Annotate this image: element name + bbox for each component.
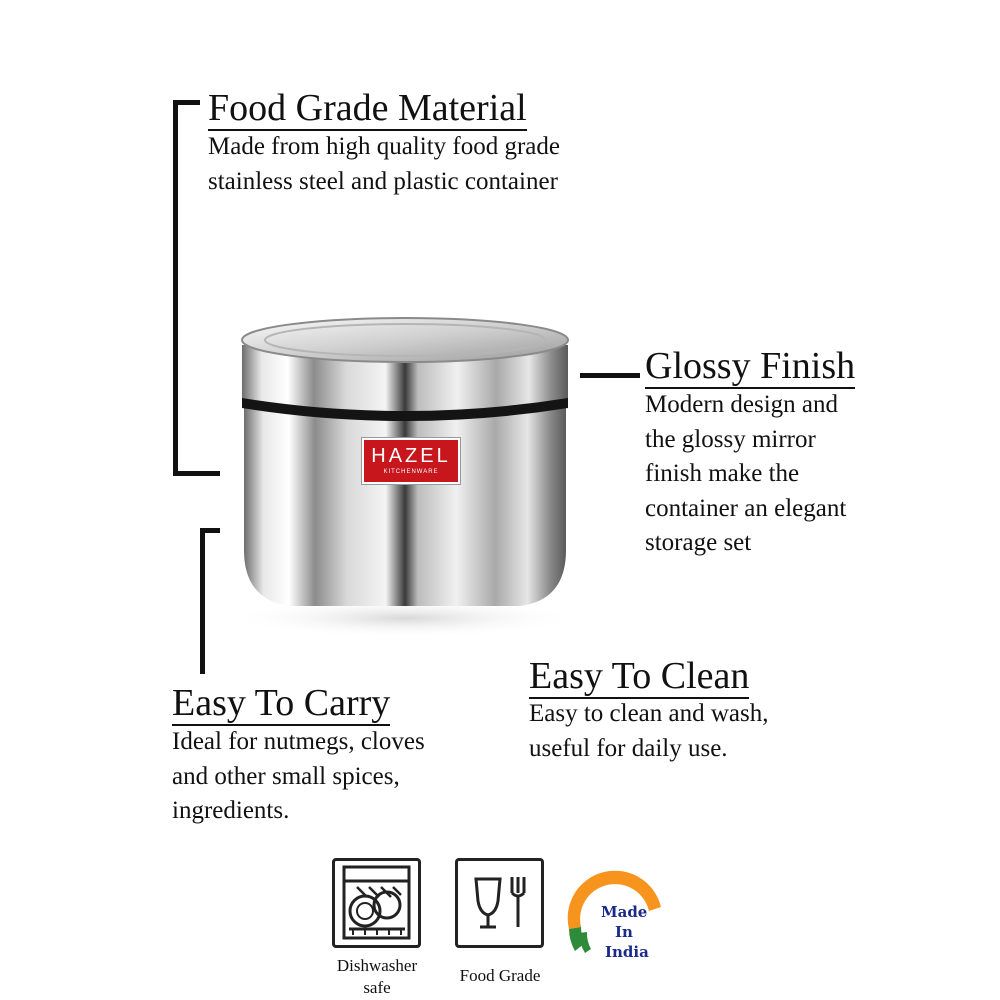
feature-title-carry: Easy To Carry [172,682,391,724]
glass-fork-icon [458,861,541,945]
food-grade-label: Food Grade [459,966,541,985]
dishwasher-label: Dishwasher safe [336,956,418,997]
made-in-india-badge [565,855,665,965]
brand-name: HAZEL [371,445,451,467]
feature-desc-food-grade: Made from high quality food grade stainless steel and plastic container [208,133,560,195]
made-in-india-line3: India [605,943,649,961]
dishwasher-badge [332,858,421,948]
brand-subname: KITCHENWARE [383,469,439,475]
bracket-food-grade-bottom [173,471,220,476]
feature-title-glossy: Glossy Finish [645,345,856,387]
food-grade-badge [455,858,544,948]
feature-desc-clean: Easy to clean and wash, useful for daily use. [529,700,769,762]
feature-desc-glossy: Modern design and the glossy mirror finish make the container an elegant storage set [645,391,847,556]
made-in-india-line2: In [615,923,633,941]
feature-desc-carry: Ideal for nutmegs, cloves and other small spices, ingredients. [172,728,425,824]
feature-title-clean: Easy To Clean [529,655,750,697]
brand-label [362,438,460,484]
connector-glossy [580,373,640,378]
made-in-india-line1: Made [601,903,648,921]
dishwasher-icon [335,861,418,945]
bracket-food-grade-vertical [173,100,178,476]
bracket-carry-vertical [200,528,205,674]
feature-title-food-grade: Food Grade Material [208,87,527,129]
